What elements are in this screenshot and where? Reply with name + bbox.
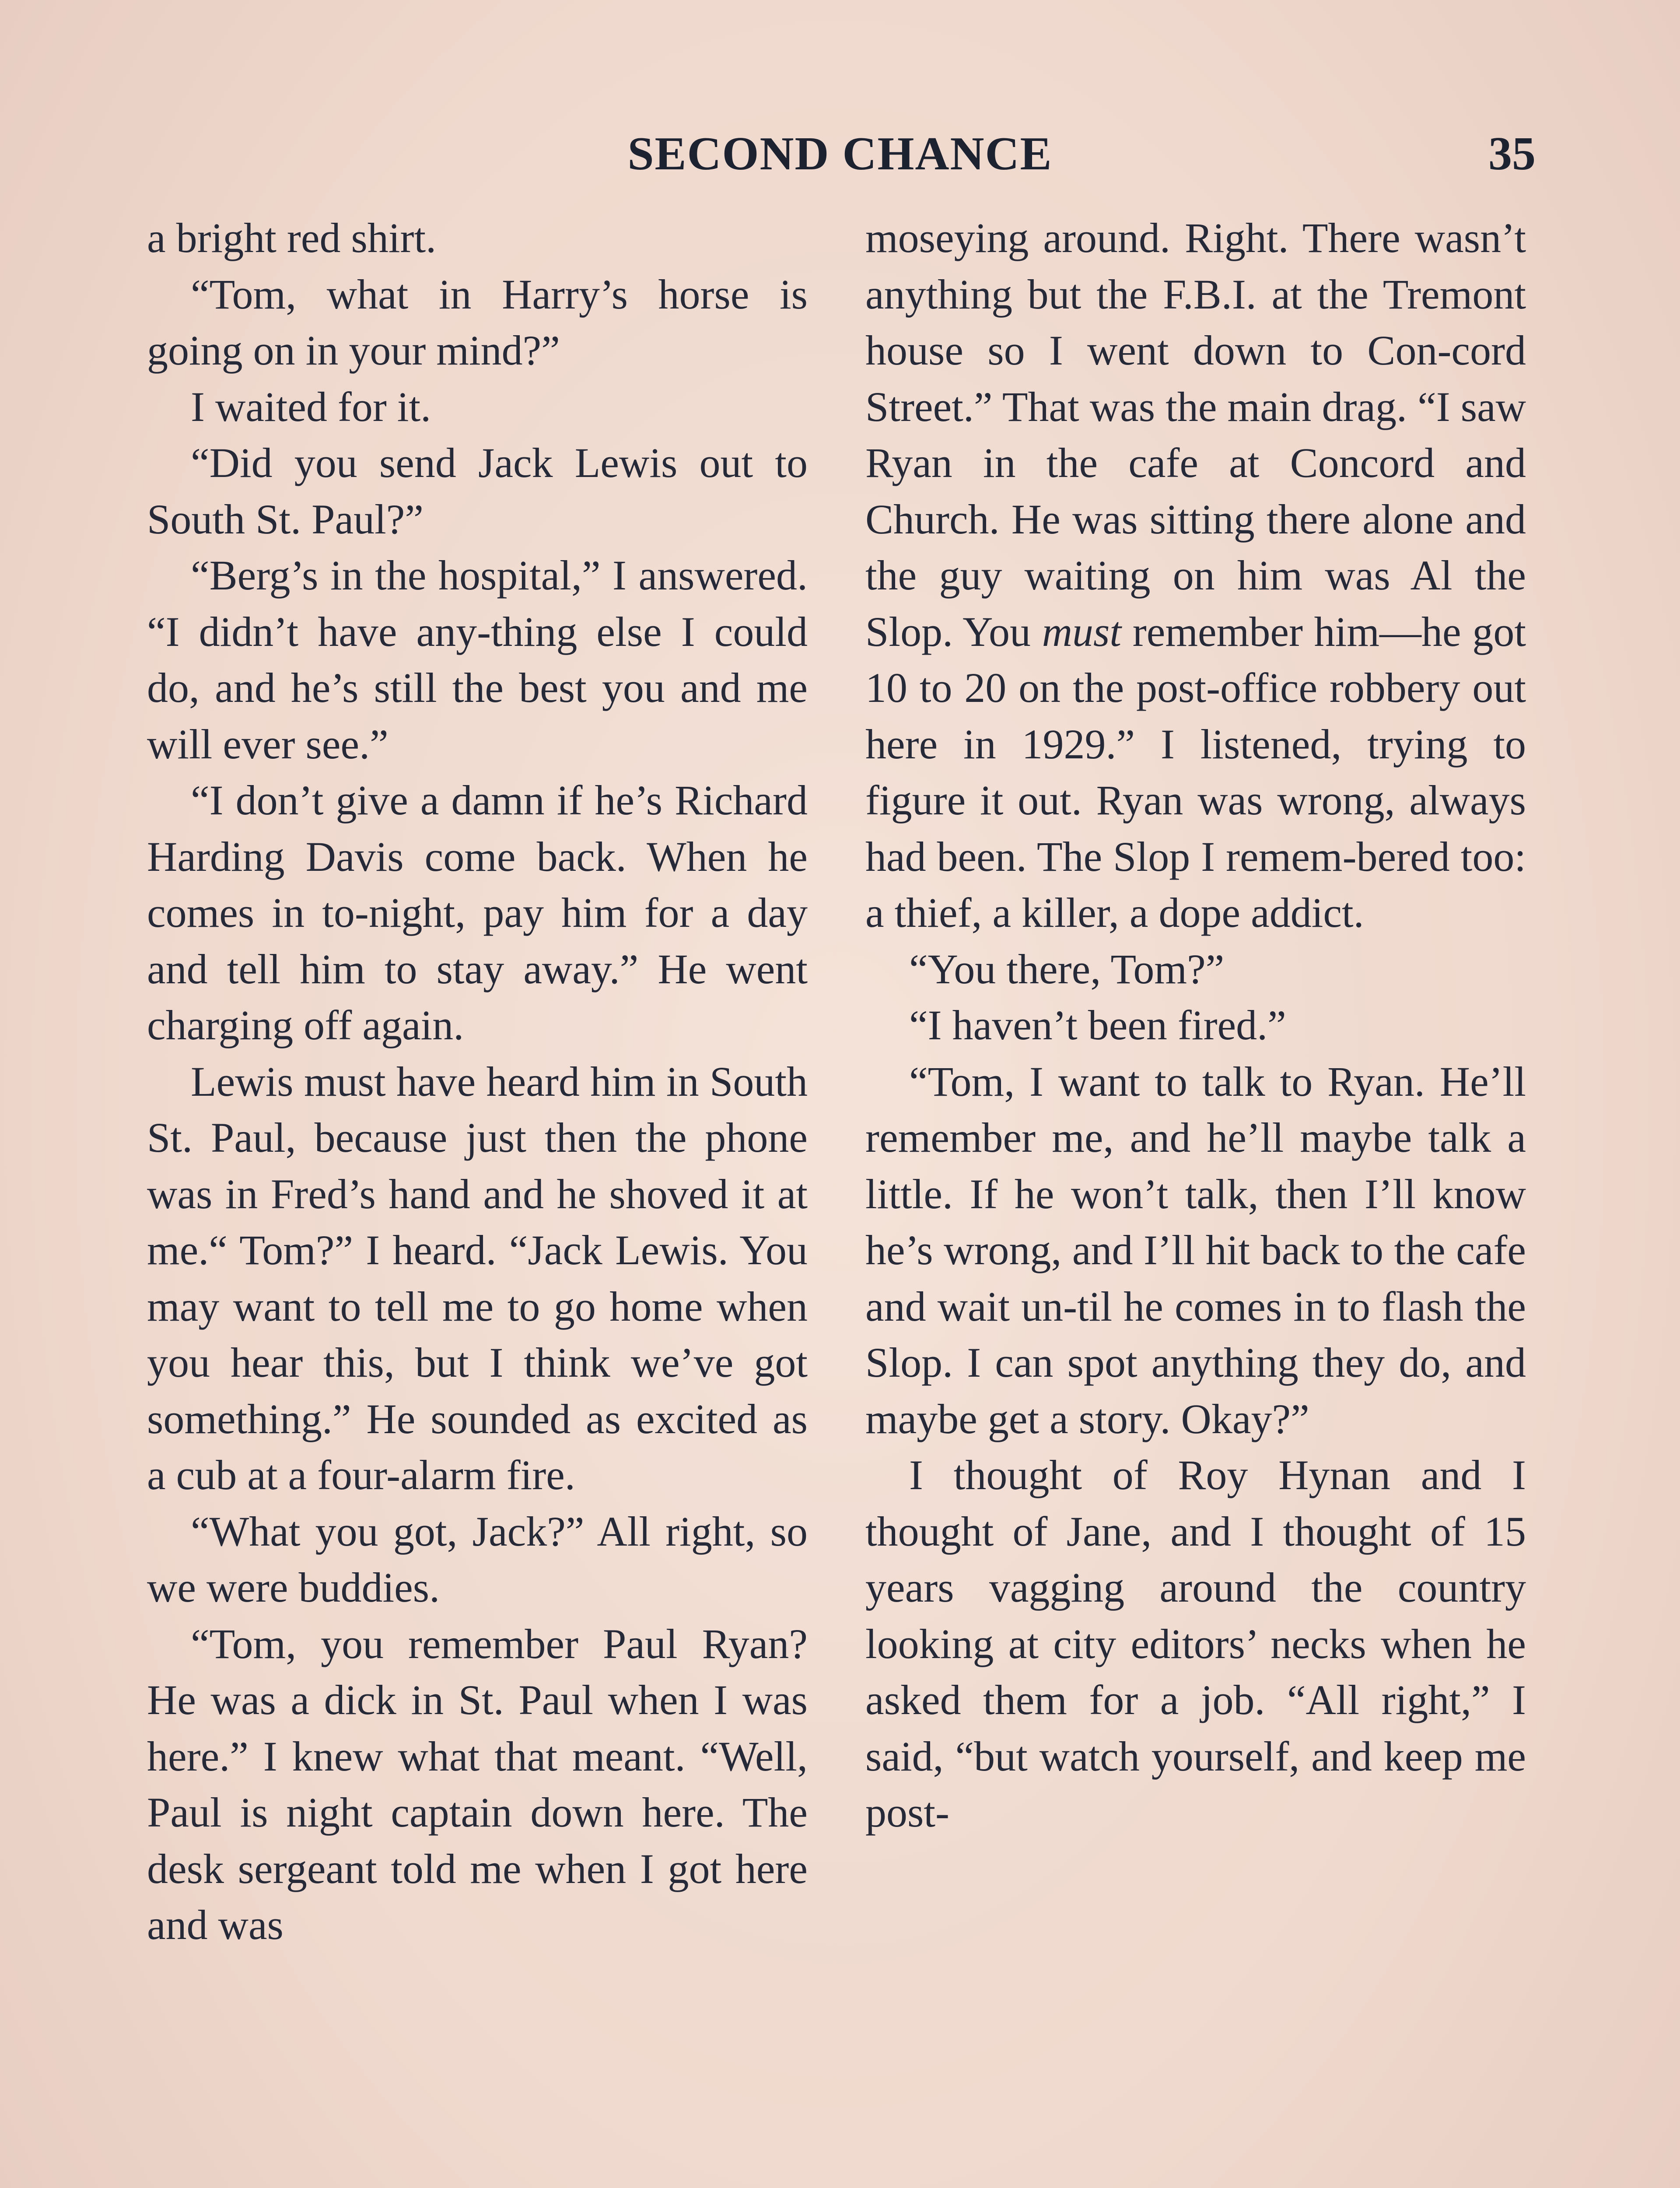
paragraph: “Tom, you remember Paul Ryan? He was a dick in St. Paul when I was here.” I knew what that meant. “Well, Paul is night captain down here. The desk sergeant told me when I got here and was bbox=[147, 1620, 808, 1948]
paragraph: I waited for it. bbox=[191, 383, 431, 430]
paragraph: “You there, Tom?” bbox=[909, 945, 1225, 992]
paragraph bbox=[865, 210, 1526, 941]
left-column bbox=[147, 210, 808, 1953]
paragraph: “Tom, what in Harry’s horse is going on in your mind?” bbox=[147, 270, 808, 374]
paragraph: “I haven’t been fired.” bbox=[909, 1002, 1286, 1048]
paragraph: Lewis must have heard him in South St. Paul, because just then the phone was in Fred’s hand and he shoved it at me.“ Tom?” I heard. “Jack Lewis. You may want to tell me to go home when you hear this, but I think we’ve got something.” He sounded as excited as a cub at a four-alarm fire. bbox=[147, 1058, 808, 1498]
page-header bbox=[144, 127, 1536, 188]
paragraph: “What you got, Jack?” All right, so we were buddies. bbox=[147, 1508, 808, 1611]
paragraph: “Berg’s in the hospital,” I answered. “I didn’t have any-thing else I could do, and he’s still the best you and me will ever see.” bbox=[147, 552, 808, 768]
paragraph: I thought of Roy Hynan and I thought of Jane, and I thought of 15 years vagging around the country looking at city editors’ necks when he asked them for a job. “All right,” I said, “but watch yourself, and keep me post- bbox=[865, 1452, 1526, 1836]
paragraph: “Did you send Jack Lewis out to South St. Paul?” bbox=[147, 439, 808, 543]
right-column bbox=[865, 210, 1526, 1841]
paragraph: a bright red shirt. bbox=[147, 214, 437, 261]
paragraph: “Tom, I want to talk to Ryan. He’ll remember me, and he’ll maybe talk a little. If he won’t talk, then I’ll know he’s wrong, and I’ll hit back to the cafe and wait un-til he comes in to flash the Slop. I can spot anything they do, and maybe get a story. Okay?” bbox=[865, 1058, 1526, 1442]
text-run: remember him—he got 10 to 20 on the post-office robbery out here in 1929.” I listened, trying to figure it out. Ryan was wrong, always had been. The Slop I remem-bered too: a thief, a killer, a dope addict. bbox=[865, 608, 1526, 936]
page-number: 35 bbox=[1488, 128, 1536, 180]
running-title: SECOND CHANCE bbox=[627, 128, 1053, 180]
paragraph: “I don’t give a damn if he’s Richard Harding Davis come back. When he comes in to-night, pay him for a day and tell him to stay away.” He went charging off again. bbox=[147, 777, 808, 1048]
text-run: moseying around. Right. There wasn’t anything but the F.B.I. at the Tremont house so I went down to Con-cord Street.” That was the main drag. “I saw Ryan in the cafe at Concord and Church. He was sitting there alone and the guy waiting on him was Al the Slop. You bbox=[865, 214, 1526, 655]
emphasized-word: must bbox=[1042, 608, 1122, 655]
